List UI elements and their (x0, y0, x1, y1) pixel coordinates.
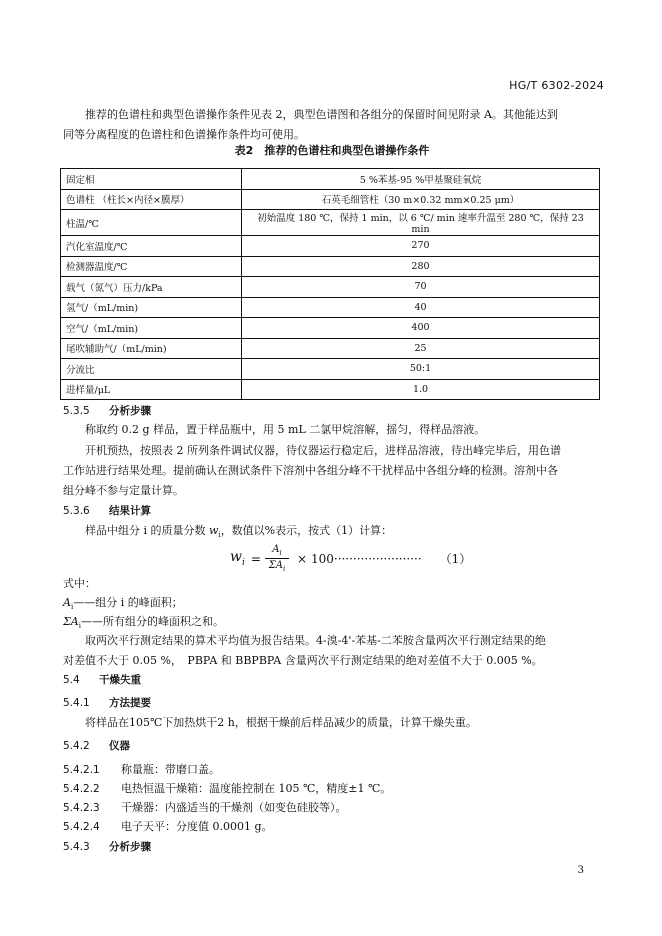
table-row (61, 297, 600, 318)
paragraph-5-3-5-b-line-2: 工作站进行结果处理。提前确认在测试条件下溶剂中各组分峰不干扰样品中各组分峰的检测。溶剂中各 (63, 464, 558, 477)
item-5-4-2-4: 5.4.2.4 电子天平：分度值 0.0001 g。 (63, 820, 273, 833)
table-cell-parameter: 分流比 (61, 359, 242, 380)
paragraph-5-3-5-b-line-3: 组分峰不参与定量计算。 (63, 484, 184, 497)
table-row (61, 318, 600, 339)
table-row (61, 256, 600, 277)
intro-line-1: 推荐的色谱柱和典型色谱操作条件见表 2，典型色谱图和各组分的保留时间见附录 A。其他能达到 (85, 108, 558, 121)
table-cell-parameter: 尾吹辅助气/（mL/min) (61, 338, 242, 359)
section-heading-5-4-1 (63, 695, 151, 710)
formula-1: $w_i$ = $\frac{A_i}{\Sigma A_i}$ × 100 ······················· （1） (230, 544, 472, 573)
intro-line-2: 同等分离程度的色谱柱和色谱操作条件均可使用。 (63, 128, 305, 141)
section-heading-5-3-5 (63, 403, 151, 418)
table-cell-parameter: 氢气/（mL/min) (61, 297, 242, 318)
where-label: 式中： (63, 577, 96, 590)
table-cell-value: 70 (242, 277, 600, 298)
page-number: 3 (577, 865, 584, 876)
document-code: HG/T 6302-2024 (509, 79, 604, 92)
table-cell-parameter: 进样量/μL (61, 379, 242, 400)
table-cell-value: 1.0 (242, 379, 600, 400)
item-5-4-2-2: 5.4.2.2 电热恒温干燥箱：温度能控制在 105 ℃，精度±1 ℃。 (63, 782, 392, 795)
section-number: 5.4.3 (63, 841, 90, 853)
table-cell-value: 280 (242, 256, 600, 277)
formula-lhs: $w_i$ (230, 549, 245, 568)
table-row (61, 210, 600, 236)
section-number: 5.4 (63, 674, 80, 686)
table-row (61, 236, 600, 257)
table-row (61, 359, 600, 380)
table-row (61, 169, 600, 190)
item-5-4-2-1: 5.4.2.1 称量瓶：带磨口盖。 (63, 763, 220, 776)
table-cell-parameter: 空气/（mL/min) (61, 318, 242, 339)
section-number: 5.3.5 (63, 405, 90, 417)
table-cell-value: 50:1 (242, 359, 600, 380)
section-number: 5.3.6 (63, 505, 90, 517)
section-number: 5.4.2 (63, 740, 90, 752)
table-row (61, 338, 600, 359)
table-cell-parameter: 载气（氮气）压力/kPa (61, 277, 242, 298)
section-title: 仪器 (109, 740, 130, 752)
definition-2: $\Sigma A_i——$所有组分的峰面积之和。 (63, 615, 224, 631)
definition-1: $A_i——$组分 i 的峰面积； (63, 596, 183, 612)
table-title: 表2 推荐的色谱柱和典型色谱操作条件 (234, 144, 430, 157)
table-row (61, 379, 600, 400)
table-row (61, 277, 600, 298)
section-title: 干燥失重 (99, 674, 141, 686)
table-cell-value: 400 (242, 318, 600, 339)
table-cell-parameter: 汽化室温度/℃ (61, 236, 242, 257)
section-heading-5-4-2 (63, 738, 130, 753)
item-5-4-2-3: 5.4.2.3 干燥器：内盛适当的干燥剂（如变色硅胶等）。 (63, 801, 347, 814)
section-title: 分析步骤 (109, 841, 151, 853)
table-cell-parameter: 色谱柱 （柱长×内径×膜厚） (61, 189, 242, 210)
table-cell-value: 初始温度 180 ℃，保持 1 min，以 6 ℃/ min 速率升温至 280 ℃，保持 23 min (242, 210, 600, 236)
table-cell-value: 5 %苯基-95 %甲基聚硅氧烷 (242, 169, 600, 190)
formula-fraction: $\frac{A_i}{\Sigma A_i}$ (265, 544, 289, 573)
conditions-table (60, 168, 600, 400)
table-cell-parameter: 柱温/℃ (61, 210, 242, 236)
paragraph-5-3-5-b-line-1: 开机预热，按照表 2 所列条件调试仪器，待仪器运行稳定后，进样品溶液，待出峰完毕后，用色谱 (85, 444, 561, 457)
section-title: 结果计算 (109, 505, 151, 517)
section-title: 方法提要 (109, 697, 151, 709)
section-heading-5-4 (63, 672, 141, 687)
paragraph-5-3-6-b-line-2: 对差值不大于 0.05 %， PBPA 和 BBPBPA 含量两次平行测定结果的绝对差值不大于 0.005 %。 (63, 654, 543, 667)
paragraph-5-3-6-b-line-1: 取两次平行测定结果的算术平均值为报告结果。4-溴-4'-苯基-二苯胺含量两次平行测定结果的绝 (85, 634, 546, 647)
section-heading-5-3-6 (63, 503, 151, 518)
table-cell-parameter: 检测器温度/℃ (61, 256, 242, 277)
paragraph-5-3-6-a: 样品中组分 i 的质量分数 $w_i$，数值以%表示，按式（1）计算： (85, 524, 393, 540)
formula-number: （1） (439, 552, 472, 566)
table-cell-parameter: 固定相 (61, 169, 242, 190)
table-row (61, 189, 600, 210)
paragraph-5-3-5-a: 称取约 0.2 g 样品，置于样品瓶中，用 5 mL 二氯甲烷溶解，摇匀，得样品溶液。 (85, 423, 486, 436)
section-title: 分析步骤 (109, 405, 151, 417)
table-cell-value: 40 (242, 297, 600, 318)
table-cell-value: 270 (242, 236, 600, 257)
section-number: 5.4.1 (63, 697, 90, 709)
table-cell-value: 石英毛细管柱（30 m×0.32 mm×0.25 μm） (242, 189, 600, 210)
section-heading-5-4-3 (63, 839, 151, 854)
table-cell-value: 25 (242, 338, 600, 359)
paragraph-5-4-1: 将样品在105℃下加热烘干2 h，根据干燥前后样品减少的质量，计算干燥失重。 (85, 716, 477, 729)
